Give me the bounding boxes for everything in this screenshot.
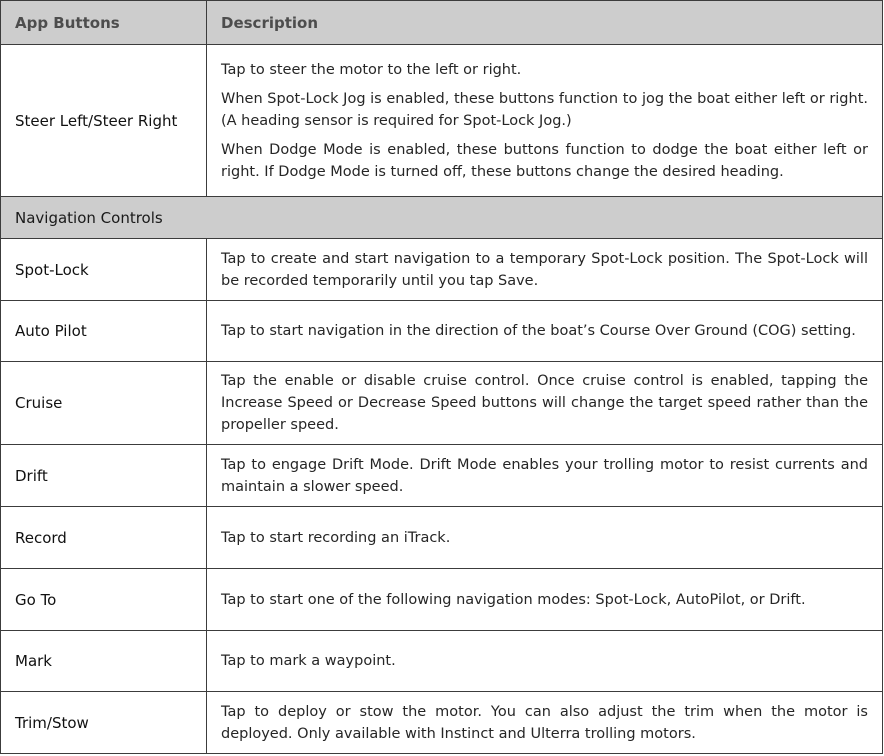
- description-cell: Tap to start one of the following navigation modes: Spot-Lock, AutoPilot, or Drift.: [207, 569, 883, 631]
- description-cell: Tap the enable or disable cruise control. Once cruise control is enabled, tapping the Increase Speed or Decrease Speed buttons will change the target speed rather than the propeller speed.: [207, 362, 883, 445]
- description-cell: Tap to mark a waypoint.: [207, 631, 883, 692]
- table-row: [1, 692, 883, 754]
- button-name: Mark: [1, 631, 207, 692]
- section-title: Navigation Controls: [1, 197, 883, 239]
- table-row-steer: [1, 45, 883, 197]
- description-cell: [207, 45, 883, 197]
- button-name: Drift: [1, 445, 207, 507]
- section-row-navigation-controls: [1, 197, 883, 239]
- button-name: Cruise: [1, 362, 207, 445]
- button-name: Steer Left/Steer Right: [1, 45, 207, 197]
- button-name: Record: [1, 507, 207, 569]
- table-row: [1, 239, 883, 301]
- table-row: [1, 569, 883, 631]
- table-row: [1, 631, 883, 692]
- table-row: [1, 362, 883, 445]
- header-description: Description: [207, 1, 883, 45]
- description-cell: Tap to start recording an iTrack.: [207, 507, 883, 569]
- button-name: Go To: [1, 569, 207, 631]
- header-app-buttons: App Buttons: [1, 1, 207, 45]
- table-header: [1, 1, 883, 45]
- description-cell: Tap to create and start navigation to a temporary Spot-Lock position. The Spot-Lock will be recorded temporarily until you tap Save.: [207, 239, 883, 301]
- description-paragraph: When Dodge Mode is enabled, these buttons function to dodge the boat either left or right. If Dodge Mode is turned off, these buttons change the desired heading.: [221, 141, 868, 180]
- description-cell: Tap to deploy or stow the motor. You can also adjust the trim when the motor is deployed. Only available with Instinct and Ulterra trolling motors.: [207, 692, 883, 754]
- button-name: Trim/Stow: [1, 692, 207, 754]
- table-row: [1, 507, 883, 569]
- table-row: [1, 445, 883, 507]
- description-cell: Tap to engage Drift Mode. Drift Mode enables your trolling motor to resist currents and maintain a slower speed.: [207, 445, 883, 507]
- header-row: [1, 1, 883, 45]
- button-name: Spot-Lock: [1, 239, 207, 301]
- description-cell: Tap to start navigation in the direction of the boat’s Course Over Ground (COG) setting.: [207, 301, 883, 362]
- description-paragraph: When Spot-Lock Jog is enabled, these buttons function to jog the boat either left or right. (A heading sensor is required for Spot-Lock Jog.): [221, 90, 868, 129]
- table-row: [1, 301, 883, 362]
- button-name: Auto Pilot: [1, 301, 207, 362]
- description-paragraph: Tap to steer the motor to the left or right.: [221, 61, 522, 78]
